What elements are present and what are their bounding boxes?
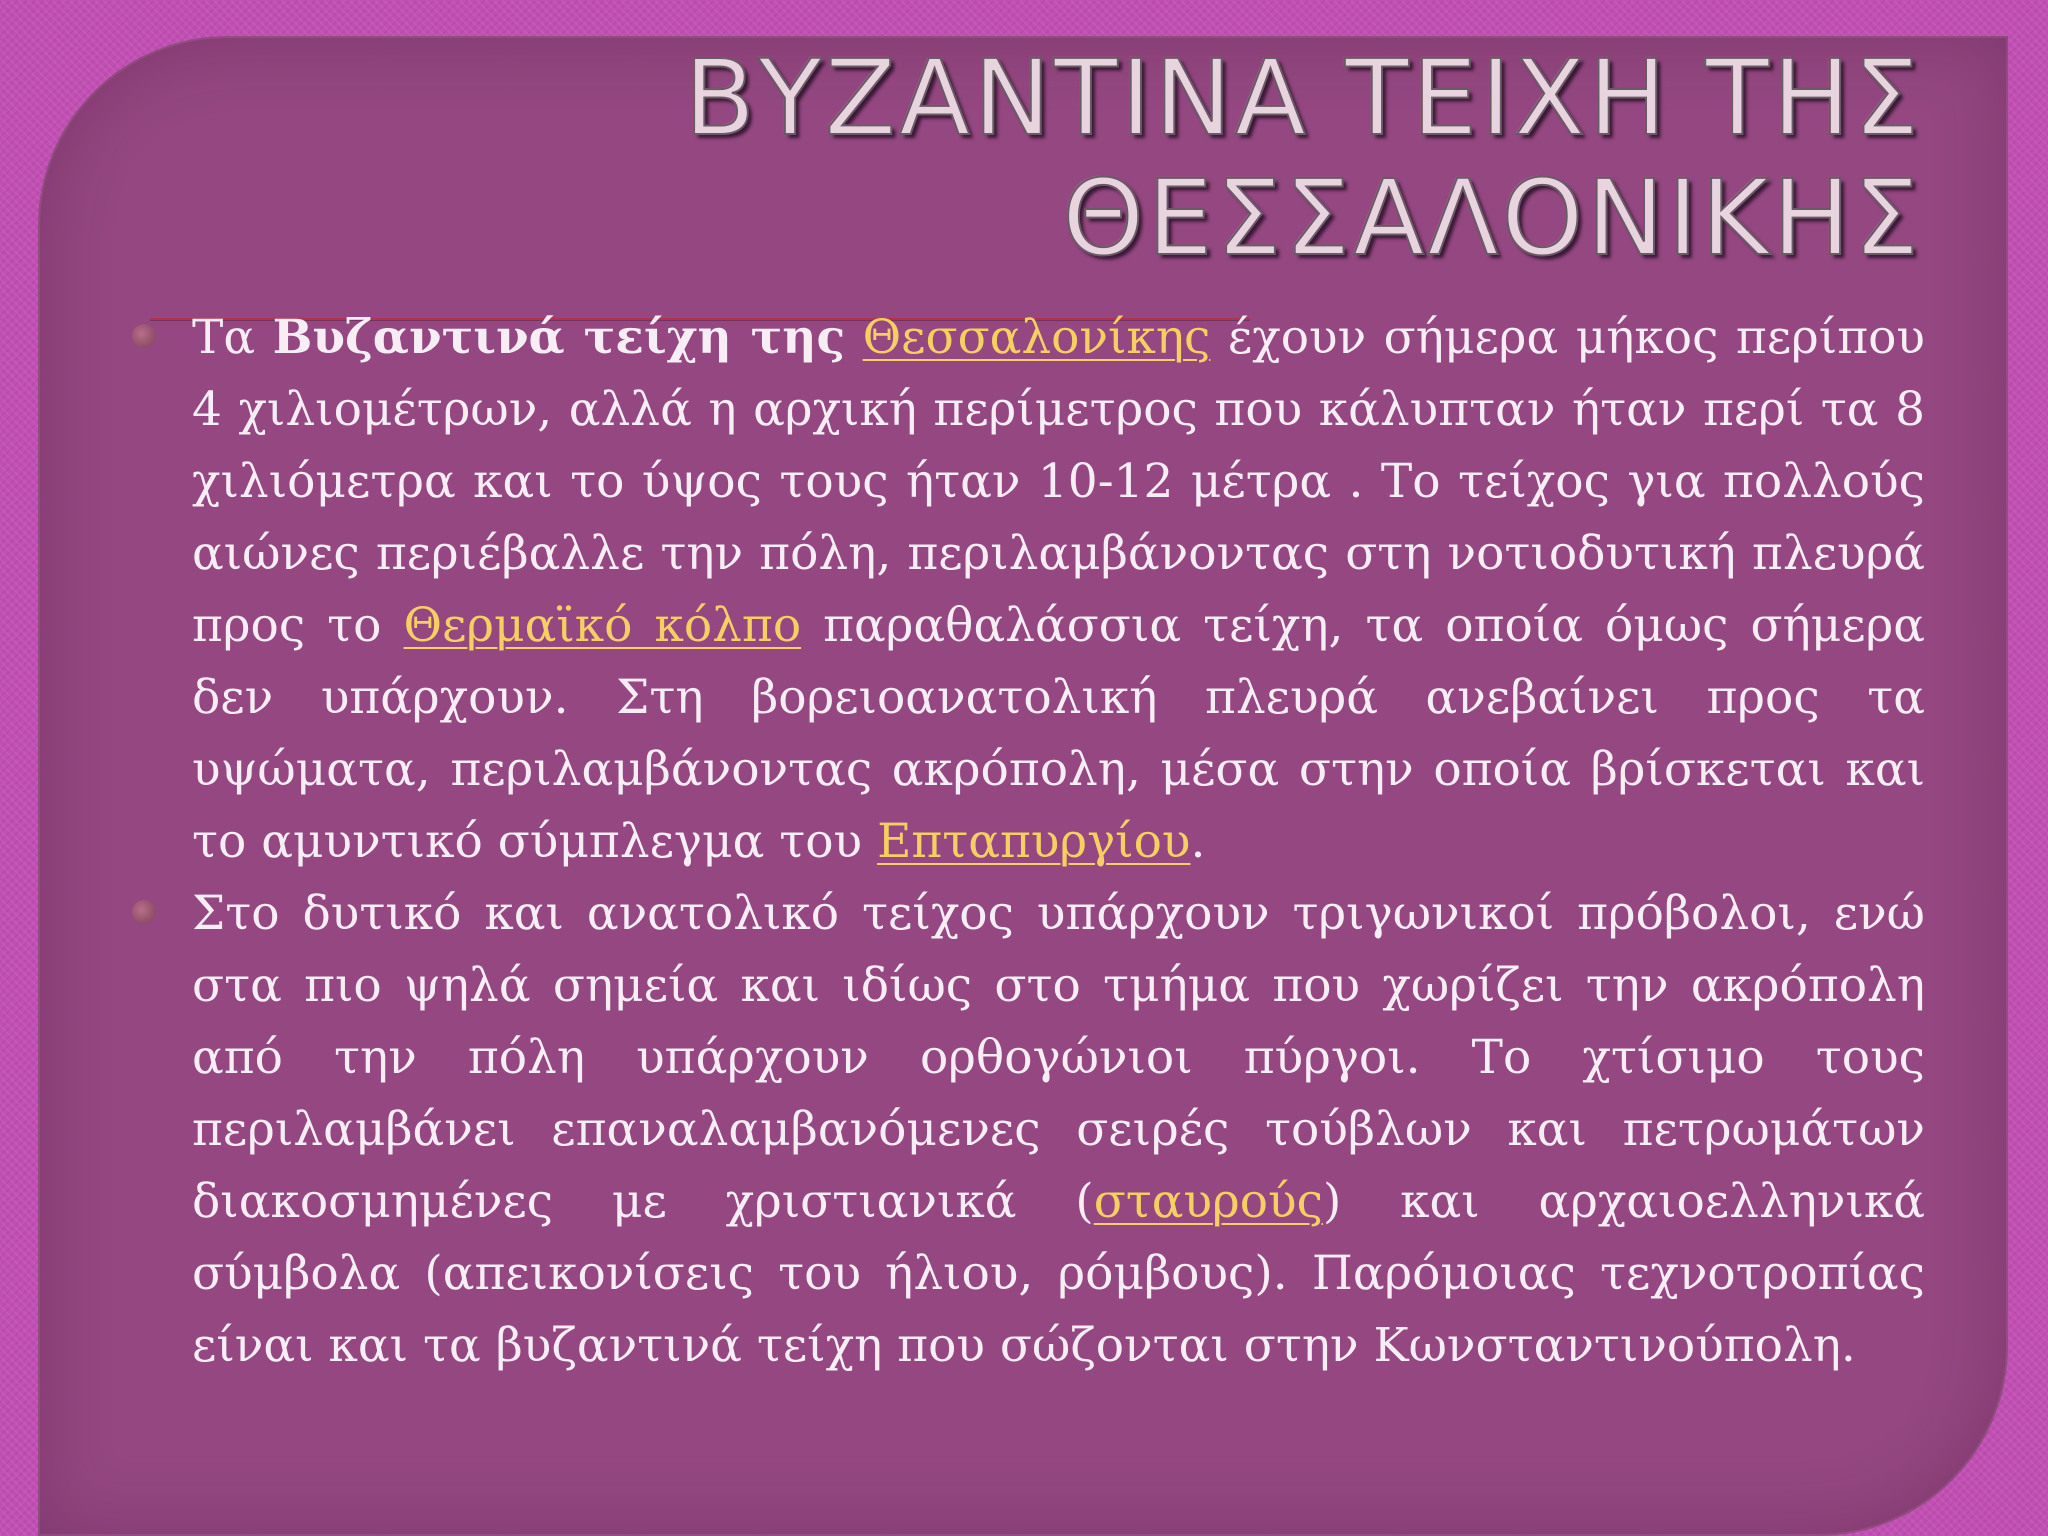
title-line-2: ΘΕΣΣΑΛΟΝΙΚΗΣ xyxy=(1062,157,1922,279)
bullet-1-text-middle: έχουν σήμερα μήκος περίπου 4 χιλιομέτρων, αλλά η αρχική περίμετρος που κάλυπταν ήταν περί τα 8 χιλιόμετρα και το ύψος τους ήταν 10-12 μέτρα . Το τείχος για πολλούς αιώνες περιέβαλλε την πόλη, περιλαμβάνοντας στη νοτιοδυτική πλευρά προς το xyxy=(192,310,1925,653)
link-thessaloniki[interactable]: Θεσσαλονίκης xyxy=(862,310,1211,365)
bullet-2-text-start: Στο δυτικό και ανατολικό τείχος υπάρχουν τριγωνικοί πρόβολοι, ενώ στα πιο ψηλά σημεία και ιδίως στο τμήμα που χωρίζει την ακρόπολη από την πόλη υπάρχουν ορθογώνιοι πύργοι. Το χτίσιμο τους περιλαμβάνει επαναλαμβανόμενες σειρές τούβλων και πετρωμάτων διακοσμημένες με χριστιανικά ( xyxy=(192,886,1925,1229)
bullet-1-text-start: Τα xyxy=(192,310,273,365)
bullet-list xyxy=(192,302,1925,1382)
bullet-1-bold-text: Βυζαντινά τείχη της xyxy=(272,310,846,365)
link-thermaikos-gulf[interactable]: Θερμαϊκό κόλπο xyxy=(403,598,802,653)
link-crosses[interactable]: σταυρούς xyxy=(1093,1174,1323,1229)
bullet-item-1 xyxy=(192,302,1925,878)
link-eptapyrgio[interactable]: Επταπυργίου xyxy=(877,814,1191,869)
title-line-1: ΒΥΖΑΝΤΙΝΑ ΤΕΙΧΗ ΤΗΣ xyxy=(683,37,1922,159)
slide-title xyxy=(422,38,1922,278)
bullet-marker-icon xyxy=(132,324,156,348)
bullet-1-text-space xyxy=(845,310,863,365)
bullet-1-text-end: παραθαλάσσια τείχη, τα οποία όμως σήμερα δεν υπάρχουν. Στη βορειοανατολική πλευρά ανεβαίνει προς τα υψώματα, περιλαμβάνοντας ακρόπολη, μέσα στην οποία βρίσκεται και το αμυντικό σύμπλεγμα του xyxy=(192,598,1926,869)
bullet-1-text-period: . xyxy=(1190,814,1206,869)
bullet-item-2 xyxy=(192,878,1925,1382)
bullet-2-text-end: ) και αρχαιοελληνικά σύμβολα (απεικονίσεις του ήλιου, ρόμβους). Παρόμοιας τεχνοτροπίας είναι και τα βυζαντινά τείχη που σώζονται στην Κωνσταντινούπολη. xyxy=(192,1174,1926,1373)
bullet-marker-icon xyxy=(132,900,156,924)
